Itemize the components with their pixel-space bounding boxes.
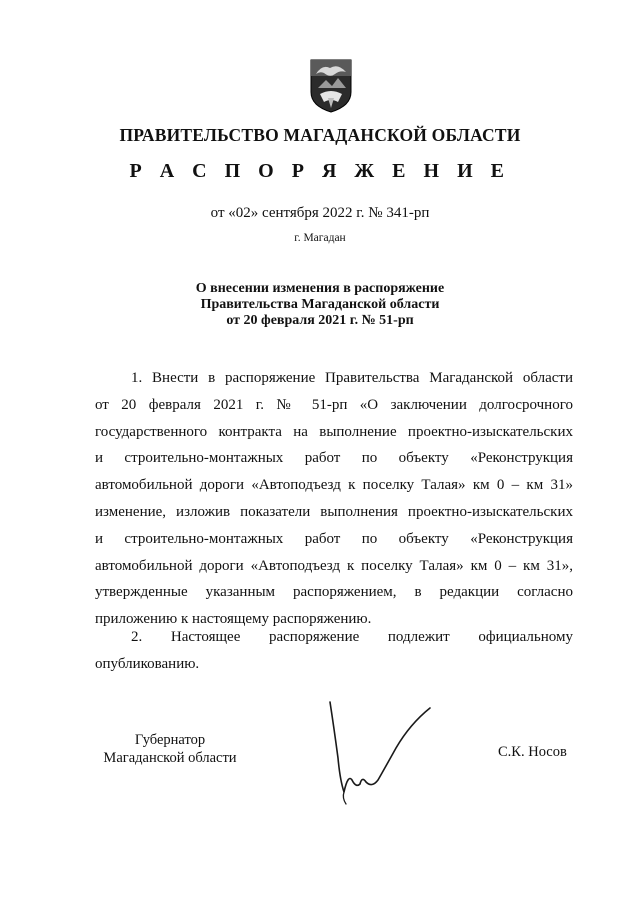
signatory-name: С.К. Носов bbox=[498, 744, 567, 760]
organization-name: ПРАВИТЕЛЬСТВО МАГАДАНСКОЙ ОБЛАСТИ bbox=[119, 125, 521, 145]
handwritten-signature-icon bbox=[326, 688, 438, 808]
signatory-title: Губернатор Магаданской области bbox=[103, 732, 237, 766]
paragraph-1: 1. Внести в распоряжение Правительства Магаданской области от 20 февраля 2021 г. № 51-рп «О заключении долгосрочного государственного контракта на выполнение проектно-изыскательских и строительно-монтажных работ по объекту «Реконструкция автомобильной дороги «Автоподъезд к поселку Талая» км 0 – км 31» изменение, изложив показатели выполнения проектно-изыскательских и строительно-монтажных работ по объекту «Реконструкция автомобильной дороги «Автоподъезд к поселку Талая» км 0 – км 31», утвержденные указанным распоряжением, в редакции согласно приложению к настоящему распоряжению. bbox=[95, 370, 573, 628]
paragraph-2: 2. Настоящее распоряжение подлежит официальному опубликованию. bbox=[95, 629, 573, 672]
subject-line: от 20 февраля 2021 г. № 51-рп bbox=[226, 313, 414, 328]
document-type: Р А С П О Р Я Ж Е Н И Е bbox=[129, 160, 511, 182]
coat-of-arms-icon bbox=[308, 58, 354, 114]
subject-line: Правительства Магаданской области bbox=[200, 297, 440, 312]
document-subject bbox=[0, 281, 640, 329]
subject-line: О внесении изменения в распоряжение bbox=[195, 281, 445, 296]
document-place: г. Магадан bbox=[294, 232, 346, 244]
document-date-number: от «02» сентября 2022 г. № 341-рп bbox=[210, 205, 430, 221]
